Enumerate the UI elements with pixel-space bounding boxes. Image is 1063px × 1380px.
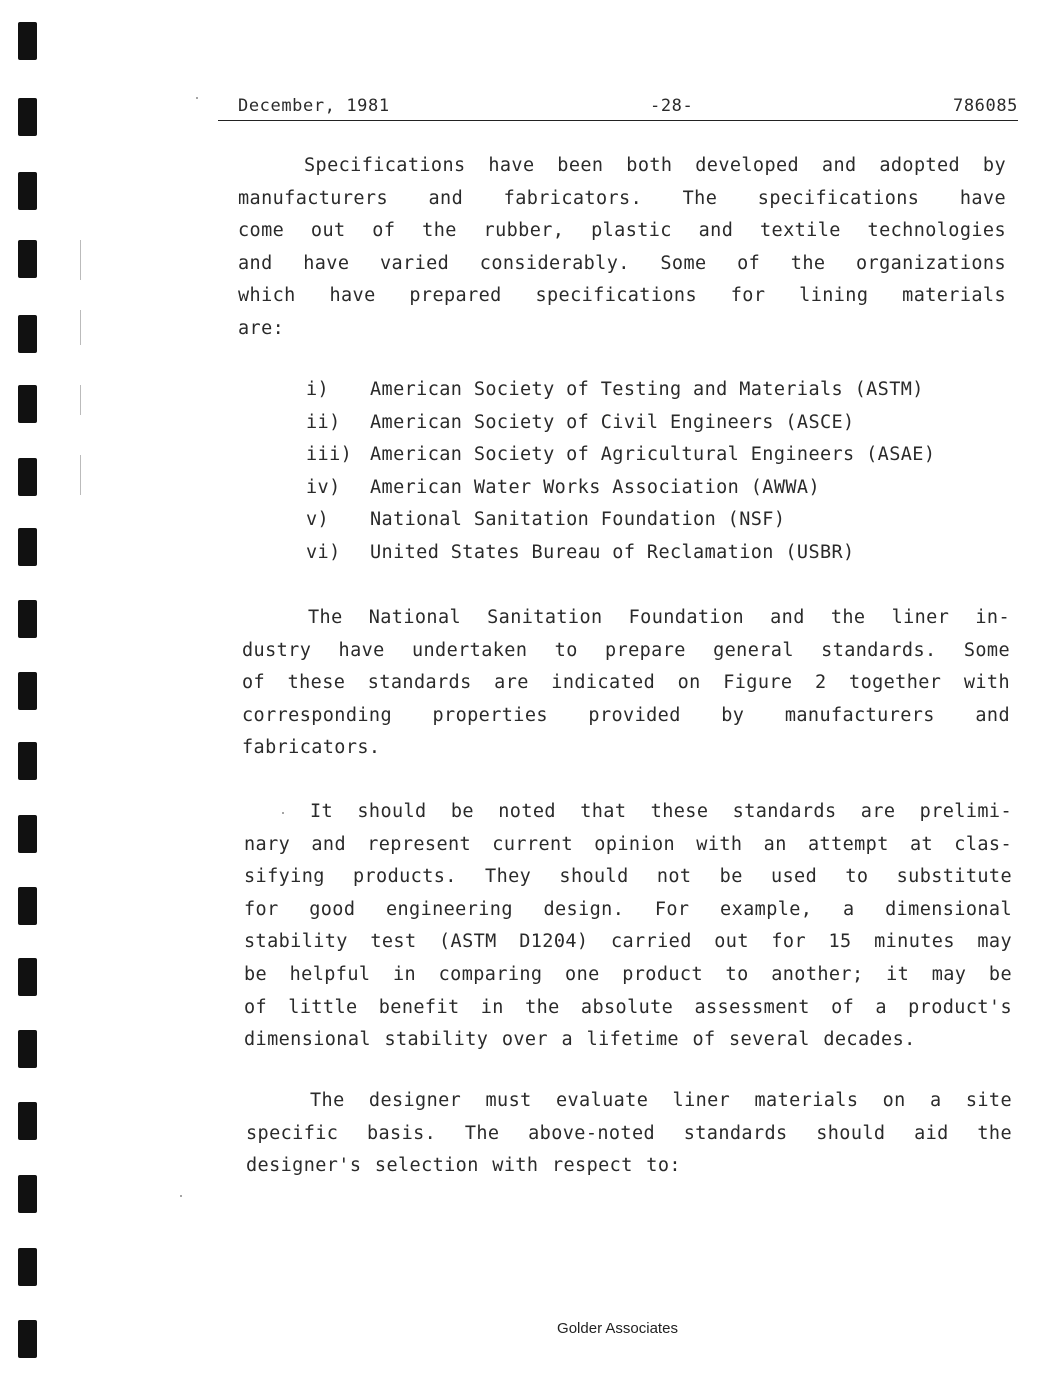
text-line: Specifications have been both developed and adopted by	[304, 155, 1006, 176]
punch-hole	[18, 600, 37, 638]
scan-mark	[80, 455, 81, 495]
text-line: stability test (ASTM D1204) carried out for 15 minutes may	[244, 931, 1012, 953]
punch-hole	[18, 958, 37, 996]
text-line: of these standards are indicated on Figure 2 together with	[242, 672, 1010, 694]
text-line: dimensional stability over a lifetime of several decades.	[244, 1029, 916, 1051]
text-line: are:	[238, 317, 285, 339]
list-item-number: vi)	[306, 541, 341, 563]
punch-hole	[18, 887, 37, 925]
punch-hole	[18, 742, 37, 780]
text-line: which have prepared specifications for lining materials	[238, 285, 1006, 307]
text-line: manufacturers and fabricators. The specifications have	[238, 187, 1006, 209]
paragraph-nsf-standards	[242, 602, 1010, 765]
text-line: specific basis. The above-noted standards should aid the	[246, 1122, 1012, 1144]
punch-hole	[18, 1248, 37, 1286]
punch-hole	[18, 1175, 37, 1213]
list-item-text: American Society of Testing and Materials (ASTM)	[370, 379, 924, 400]
scan-speck	[180, 1195, 182, 1197]
header-doc-number: 786085	[952, 96, 1018, 116]
list-item-number: iv)	[306, 476, 341, 498]
scan-mark	[80, 240, 81, 280]
text-line: dustry have undertaken to prepare general standards. Some	[242, 639, 1010, 661]
list-item-number: iii)	[306, 444, 353, 466]
text-line: nary and represent current opinion with an attempt at clas-	[244, 833, 1012, 855]
text-line: The National Sanitation Foundation and the liner in-	[308, 607, 1010, 628]
punch-hole	[18, 172, 37, 210]
punch-hole	[18, 458, 37, 496]
list-item-text: American Society of Agricultural Engineers (ASAE)	[370, 444, 936, 466]
text-line: It should be noted that these standards are prelimi-	[310, 801, 1012, 822]
list-item	[306, 472, 1026, 505]
text-line: designer's selection with respect to:	[246, 1155, 681, 1177]
list-item-number: v)	[306, 509, 330, 531]
punch-hole	[18, 315, 37, 353]
page-header	[218, 88, 1018, 121]
text-line: and have varied considerably. Some of the organizations	[238, 252, 1006, 274]
paragraph-designer-evaluation	[246, 1085, 1012, 1183]
scan-mark	[80, 385, 81, 415]
text-line: be helpful in comparing one product to another; it may be	[244, 963, 1012, 985]
text-line: come out of the rubber, plastic and textile technologies	[238, 220, 1006, 242]
punch-hole	[18, 1102, 37, 1140]
list-item	[306, 537, 1026, 570]
punch-hole	[18, 1030, 37, 1068]
scan-speck	[196, 97, 198, 99]
list-item-text: American Water Works Association (AWWA)	[370, 476, 820, 498]
header-date: December, 1981	[238, 96, 390, 116]
list-item-number: i)	[306, 379, 330, 400]
list-item	[306, 504, 1026, 537]
text-line: of little benefit in the absolute assessment of a product's	[244, 996, 1012, 1018]
header-page-number: -28-	[650, 96, 694, 116]
list-item-text: National Sanitation Foundation (NSF)	[370, 509, 786, 531]
list-item-number: ii)	[306, 411, 341, 433]
text-line: corresponding properties provided by manufacturers and	[242, 704, 1010, 726]
list-item	[306, 407, 1026, 440]
list-item-text: American Society of Civil Engineers (ASCE)	[370, 411, 855, 433]
punch-hole	[18, 22, 37, 60]
paragraph-preliminary-standards	[244, 796, 1012, 1057]
text-line: for good engineering design. For example, a dimensional	[244, 898, 1012, 920]
footer-company: Golder Associates	[557, 1320, 678, 1337]
punch-hole	[18, 528, 37, 566]
paragraph-specifications	[238, 150, 1006, 346]
punch-hole	[18, 672, 37, 710]
list-item	[306, 439, 1026, 472]
scan-mark	[80, 310, 81, 345]
list-item	[306, 374, 1026, 407]
punch-hole	[18, 815, 37, 853]
text-line: fabricators.	[242, 737, 381, 759]
text-line: sifying products. They should not be used to substitute	[244, 866, 1012, 888]
organizations-list	[306, 374, 1026, 570]
punch-hole	[18, 98, 37, 136]
punch-hole	[18, 240, 37, 278]
binder-punch-holes	[0, 0, 60, 1380]
punch-hole	[18, 385, 37, 423]
list-item-text: United States Bureau of Reclamation (USBR)	[370, 541, 855, 563]
text-line: The designer must evaluate liner materials on a site	[310, 1090, 1012, 1111]
